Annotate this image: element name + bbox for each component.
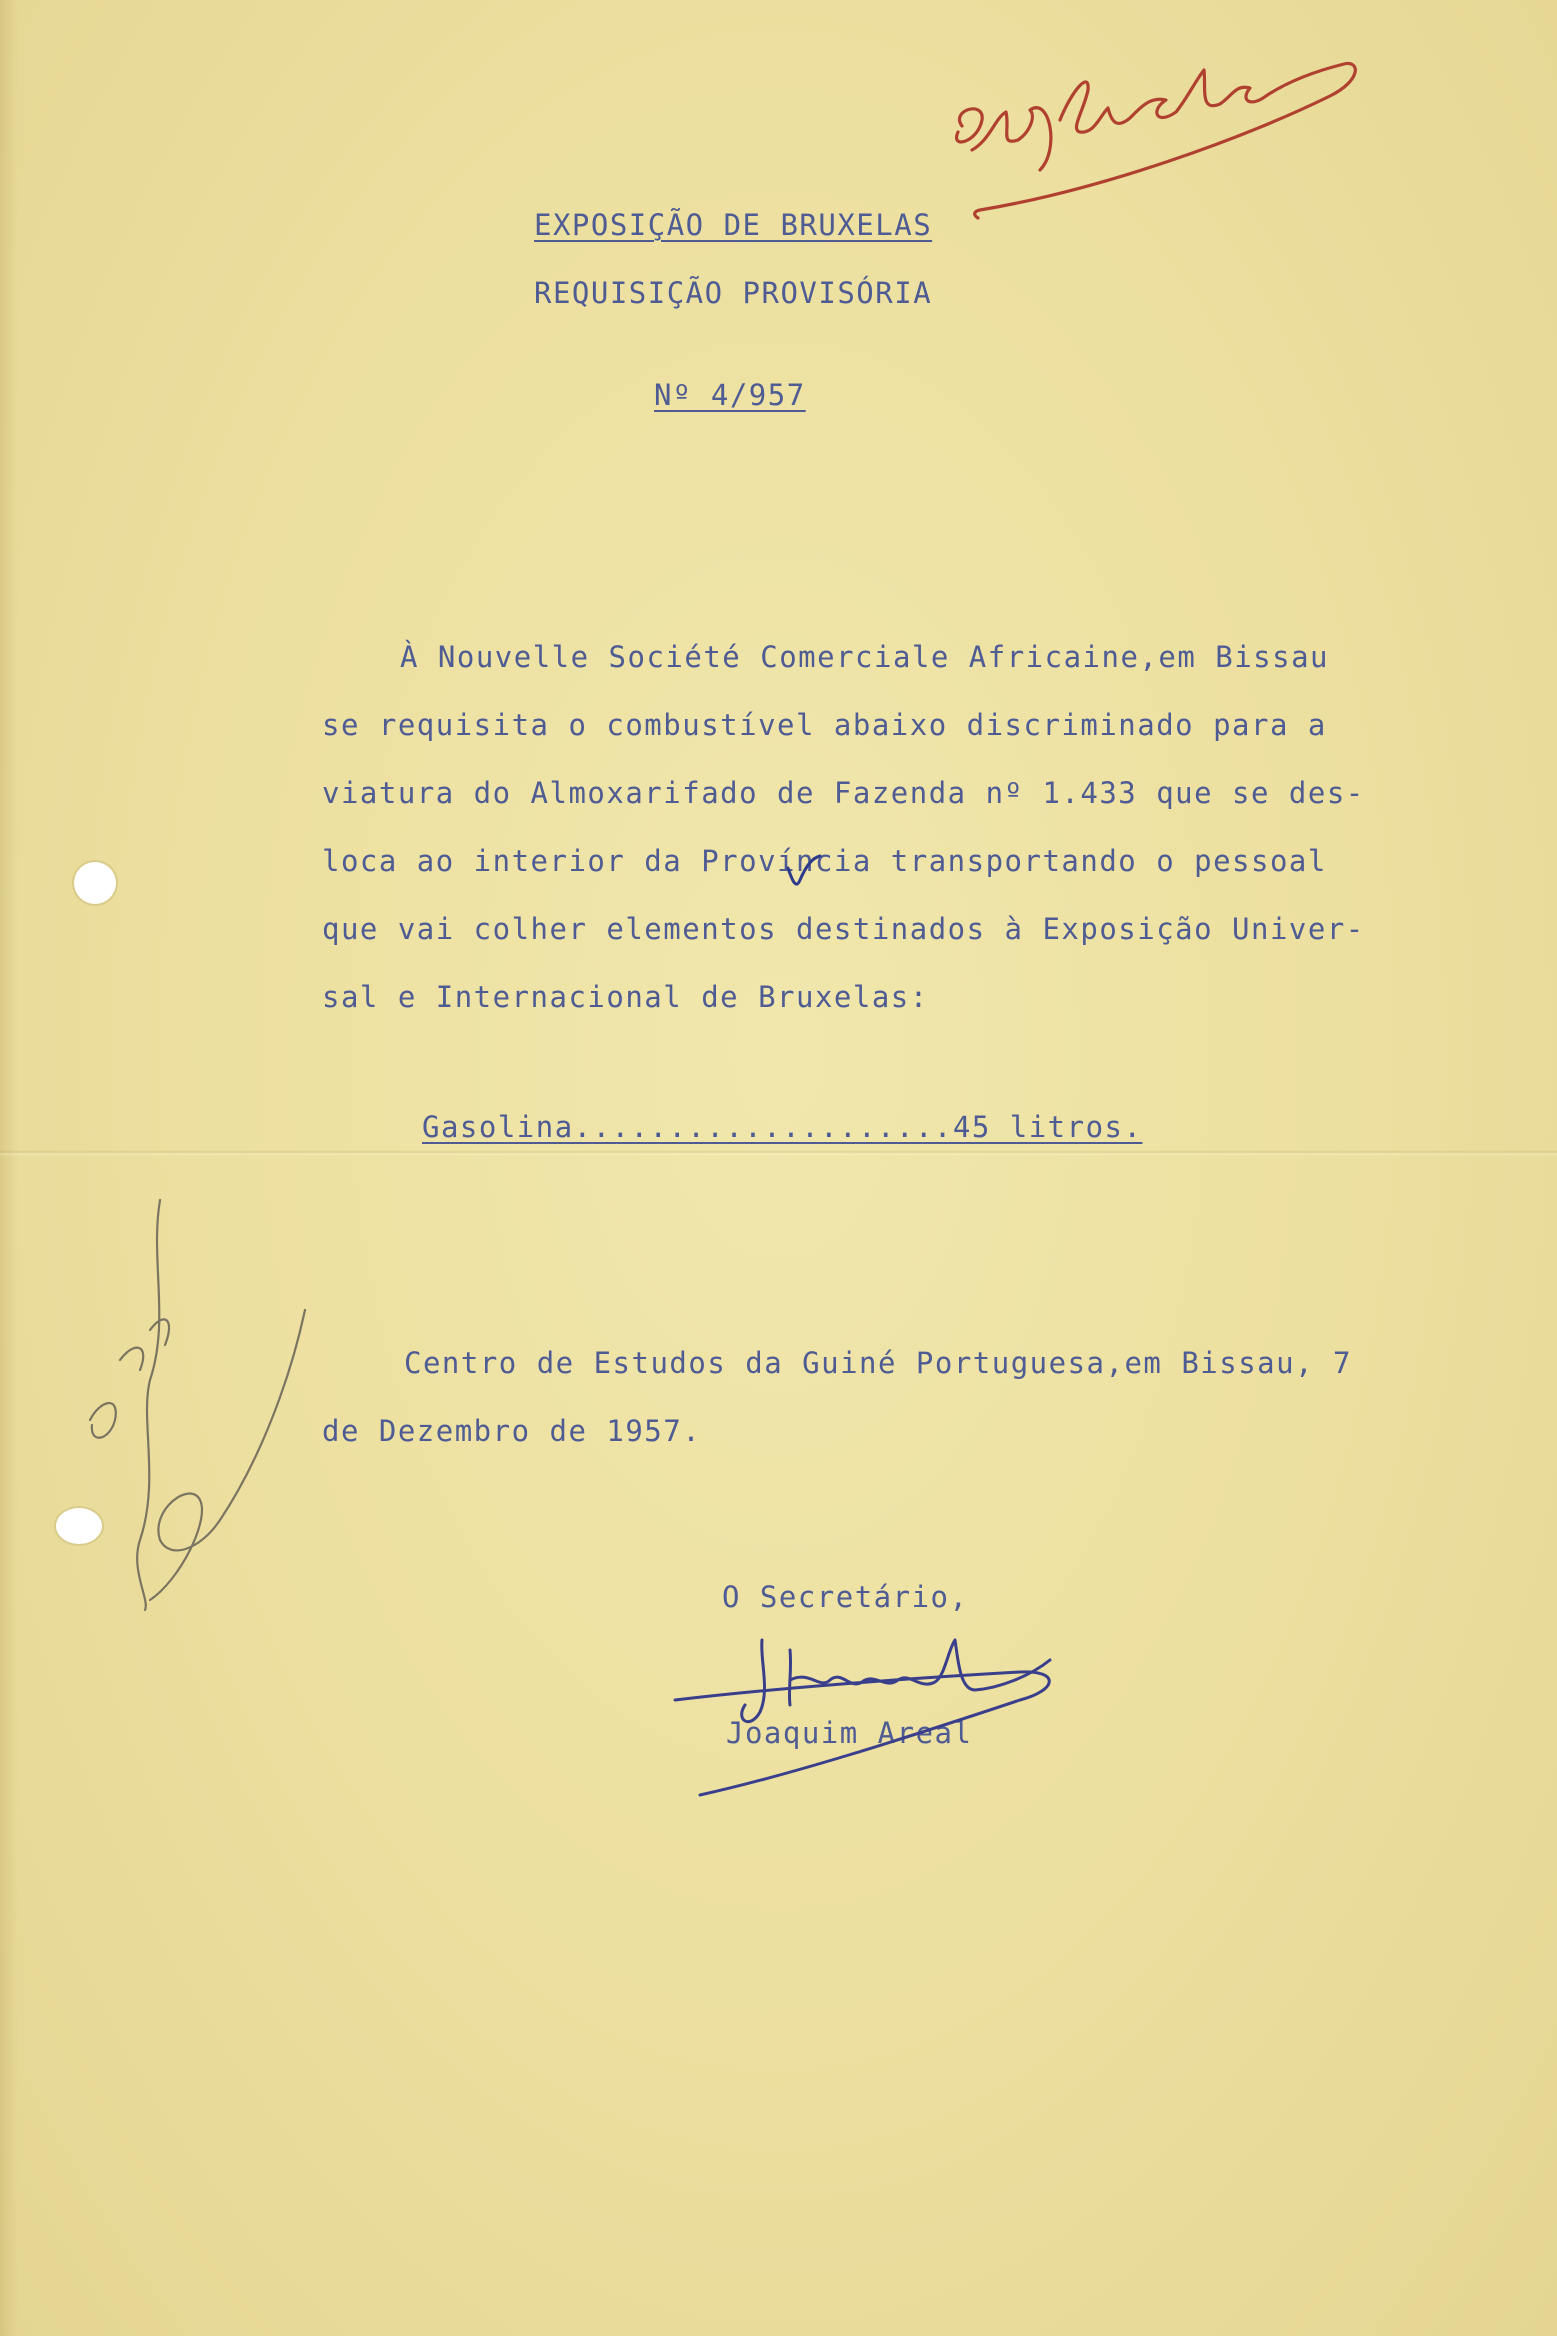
paper-fold-line	[0, 1150, 1557, 1156]
place-date-line-1: Centro de Estudos da Guiné Portuguesa,em Bissau, 7	[404, 1346, 1352, 1380]
body-line-3: viatura do Almoxarifado de Fazenda nº 1.433 que se des-	[322, 776, 1365, 810]
punch-hole-upper	[74, 862, 116, 904]
document-title: EXPOSIÇÃO DE BRUXELAS	[534, 208, 933, 242]
signatory-name: Joaquim Areal	[726, 1716, 973, 1750]
signatory-role: O Secretário,	[722, 1580, 969, 1614]
paper-edge-shadow	[0, 0, 18, 2336]
document-subtitle: REQUISIÇÃO PROVISÓRIA	[534, 276, 933, 310]
fuel-item: Gasolina....................45 litros.	[422, 1110, 1143, 1144]
punch-hole-lower	[56, 1508, 102, 1544]
pencil-margin-marks	[90, 1200, 305, 1610]
requisition-number: Nº 4/957	[654, 378, 806, 412]
place-date-line-2: de Dezembro de 1957.	[322, 1414, 702, 1448]
body-line-6: sal e Internacional de Bruxelas:	[322, 980, 929, 1014]
body-line-1: À Nouvelle Société Comerciale Africaine,em Bissau	[400, 640, 1330, 674]
red-duplicado-annotation	[957, 63, 1356, 218]
body-line-4: loca ao interior da Província transportando o pessoal	[322, 844, 1327, 878]
body-line-2: se requisita o combustível abaixo discriminado para a	[322, 708, 1327, 742]
body-line-5: que vai colher elementos destinados à Exposição Univer-	[322, 912, 1365, 946]
